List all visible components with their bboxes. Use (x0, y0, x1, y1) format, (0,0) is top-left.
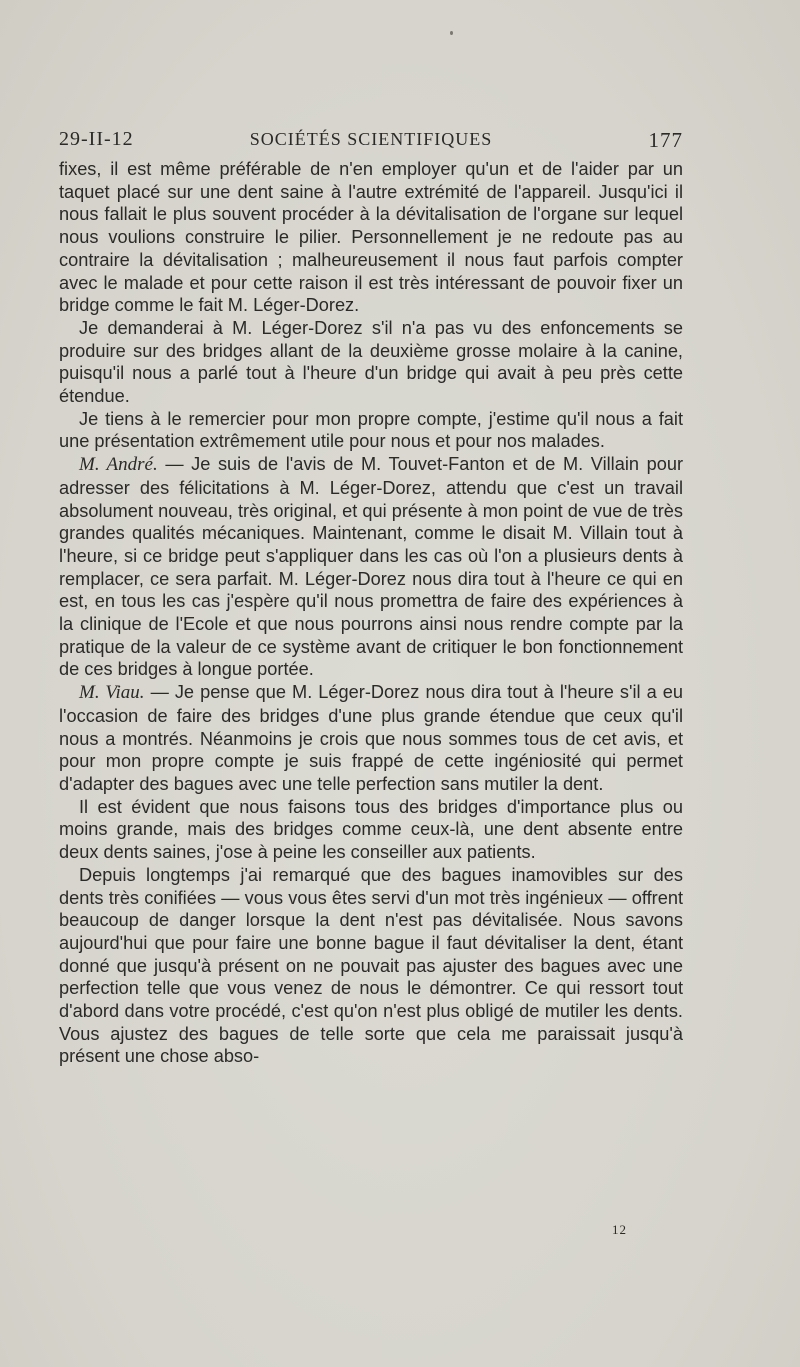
paragraph-text: — Je suis de l'avis de M. Touvet-Fanton et de M. Villain pour adresser des félicitations à M. Léger-Dorez, attendu que c'est un travail absolument nouveau, très original, et qui présente à mon point de vue de très grandes qualités mécaniques. Maintenant, comme le disait M. Villain tout à l'heure, si ce bridge peut s'appliquer dans les cas où l'on a plusieurs dents à remplacer, ce sera parfait. M. Léger-Dorez nous dira tout à l'heure ce qui en est, en tous les cas j'espère qu'il nous promettra de faire des expériences à la clinique de l'Ecole et que nous pourrons ainsi nous rendre compte par la pratique de la valeur de ce système avant de critiquer le bon fonctionnement de ces bridges à longue portée. (59, 454, 683, 680)
speaker-name: M. André. (79, 454, 158, 476)
paper-speck (450, 31, 453, 35)
paragraph-text: Je demanderai à M. Léger-Dorez s'il n'a pas vu des enfoncements se produire sur des bridges allant de la deuxième grosse molaire à la canine, puisqu'il nous a parlé tout à l'heure d'un bridge qui avait à peu près cette étendue. (59, 317, 683, 407)
header-date: 29-II-12 (59, 128, 134, 150)
paragraph-text: Il est évident que nous faisons tous des bridges d'importance plus ou moins grande, mais des bridges comme ceux-là, une dent absente entre deux dents saines, j'ose à peine les conseiller aux patients. (59, 796, 683, 863)
page-body (59, 158, 683, 1068)
paragraph (59, 317, 683, 408)
paragraph-text: Depuis longtemps j'ai remarqué que des bagues inamovibles sur des dents très conifiées — vous vous êtes servi d'un mot très ingénieux — offrent beaucoup de danger lorsque la dent n'est pas dévitalisée. Nous savons aujourd'hui que pour faire une bonne bague il faut dévitaliser la dent, étant donné que jusqu'à présent on ne pouvait pas ajuster des bagues avec une perfection telle que vous venez de nous le démontrer. Ce qui ressort tout d'abord dans votre procédé, c'est qu'on n'est plus obligé de mutiler les dents. Vous ajustez des bagues de telle sorte que cela me paraissait jusqu'à présent une chose abso- (59, 864, 683, 1067)
signature-mark: 12 (612, 1222, 627, 1237)
running-header (59, 128, 683, 154)
paragraph (59, 681, 683, 796)
paragraph (59, 864, 683, 1068)
paragraph-text: — Je pense que M. Léger-Dorez nous dira tout à l'heure s'il a eu l'occasion de faire des bridges d'une plus grande étendue que ceux qu'il nous a montrés. Néanmoins je crois que nous sommes tous de cet avis, et pour mon propre compte je suis frappé de cette ingéniosité qui permet d'adapter des bagues avec une telle perfection sans mutiler la dent. (59, 682, 683, 794)
paragraph (59, 796, 683, 864)
paragraph (59, 158, 683, 317)
paragraph (59, 408, 683, 453)
speaker-name: M. Viau. (79, 682, 145, 704)
page-number: 177 (648, 128, 683, 152)
header-title: SOCIÉTÉS SCIENTIFIQUES (249, 129, 493, 149)
paragraph (59, 453, 683, 681)
paragraph-text: fixes, il est même préférable de n'en employer qu'un et de l'aider par un taquet placé sur une dent saine à l'autre extrémité de l'appareil. Jusqu'ici il nous fallait le plus souvent procéder à la dévitalisation de l'organe sur lequel nous voulions construire le pilier. Personnellement je ne redoute pas au contraire la dévitalisation ; malheureusement il nous faut parfois compter avec le malade et pour cette raison il est très intéressant de pouvoir fixer un bridge comme le fait M. Léger-Dorez. (59, 159, 683, 316)
paragraph-text: Je tiens à le remercier pour mon propre compte, j'estime qu'il nous a fait une présentation extrêmement utile pour nous et pour nos malades. (59, 408, 683, 452)
